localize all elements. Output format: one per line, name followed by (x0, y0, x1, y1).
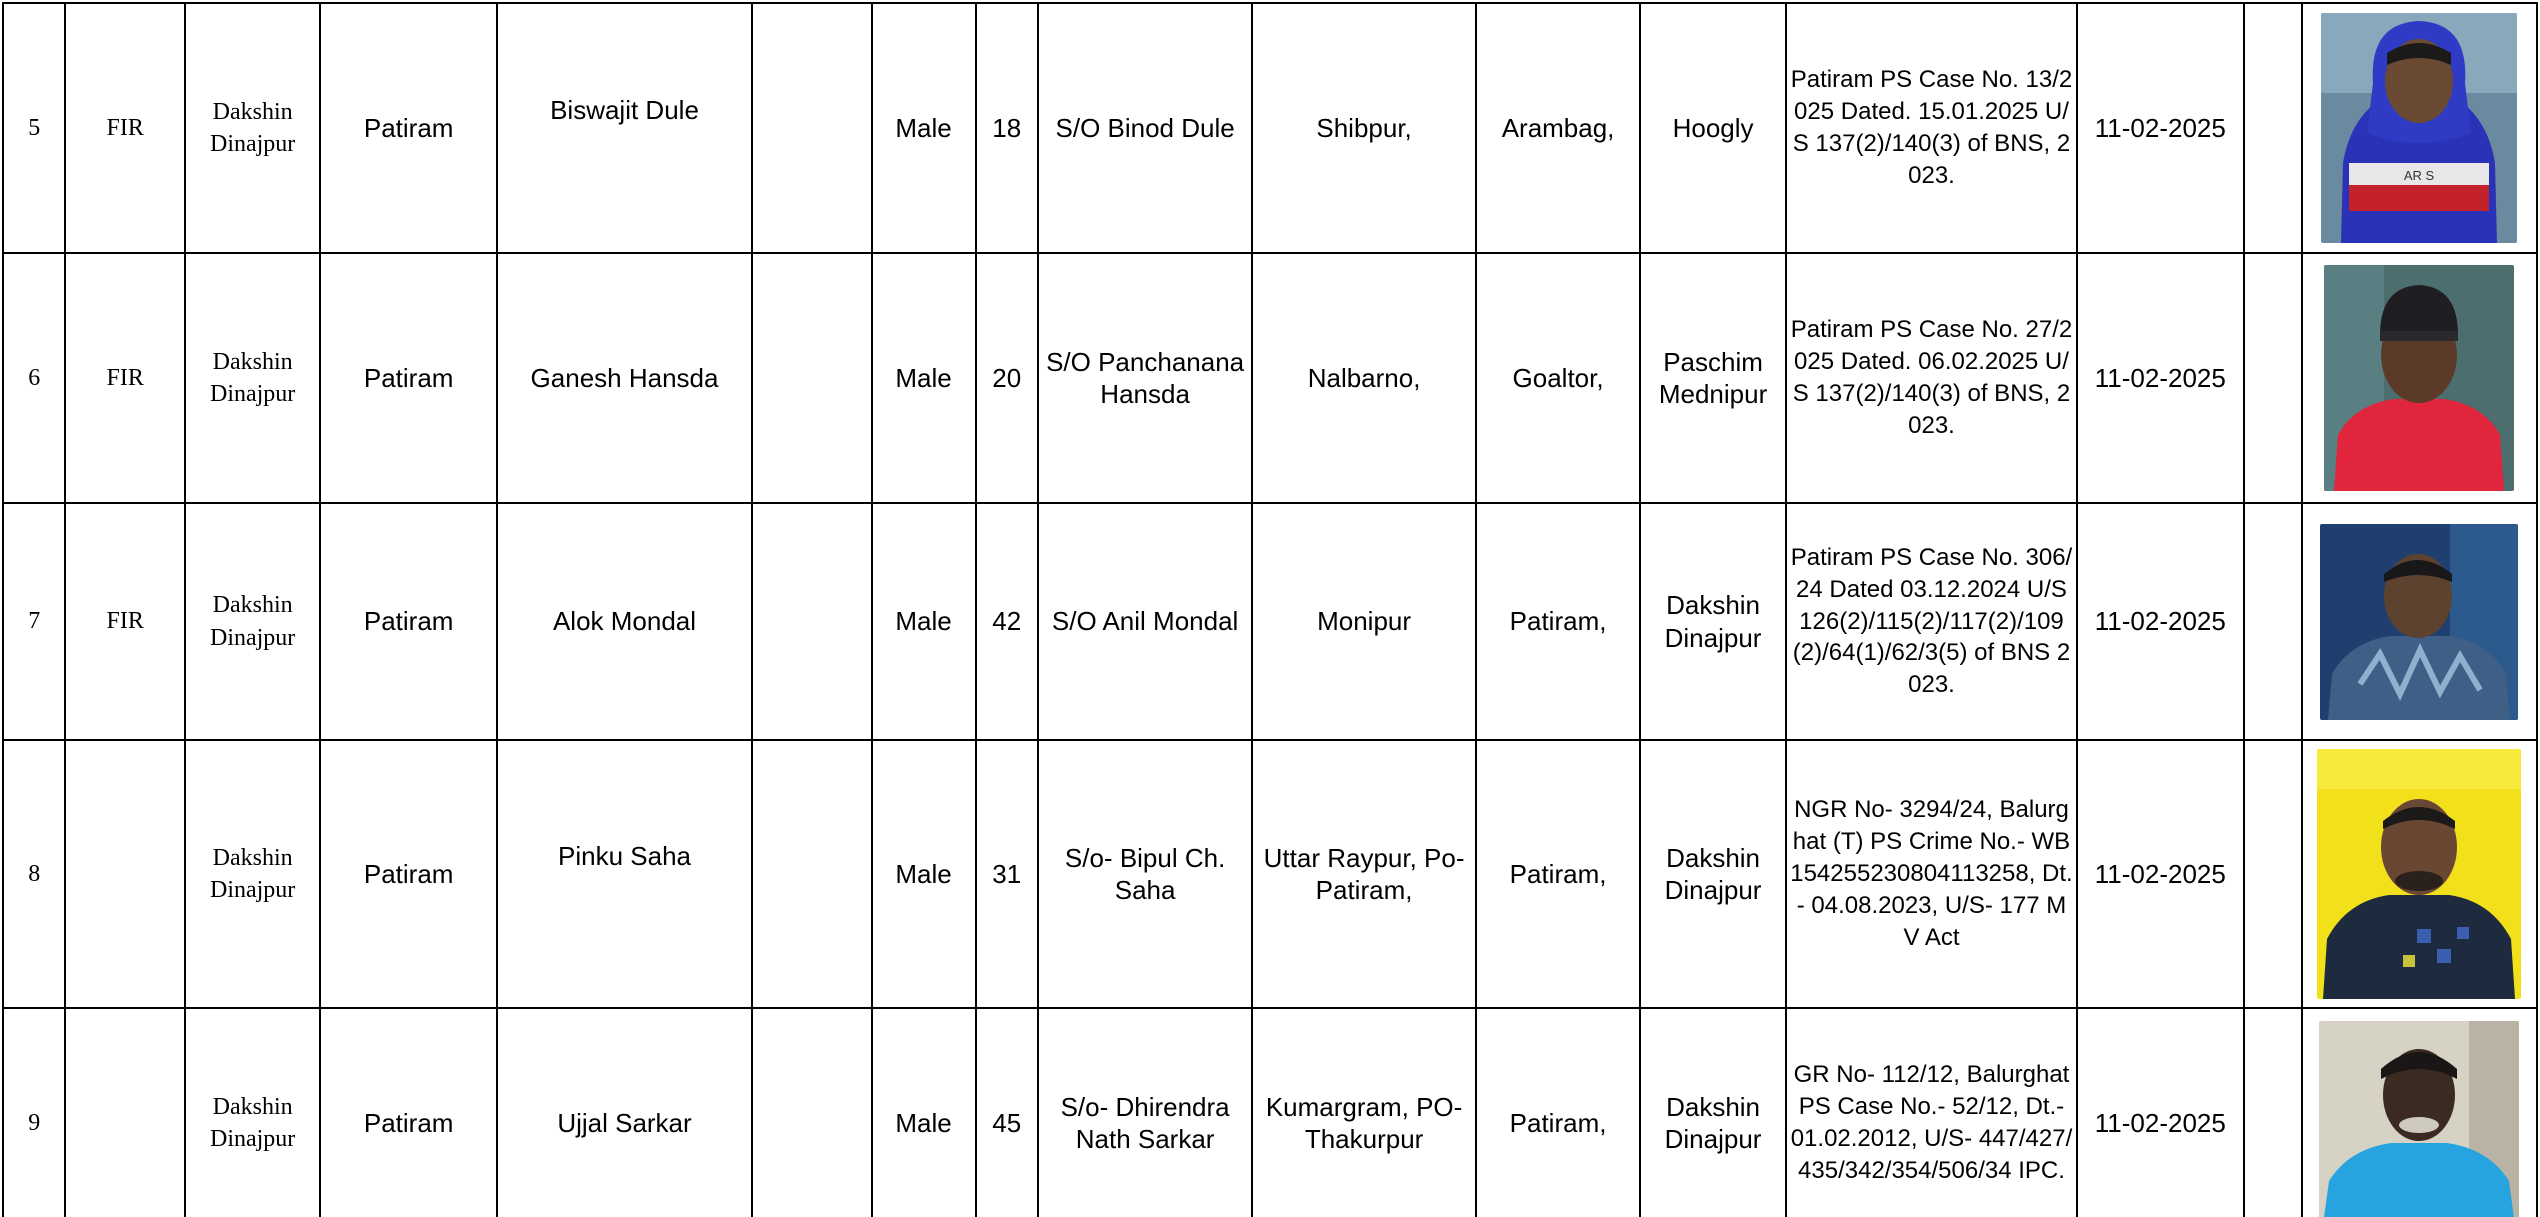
gender-cell: Male (872, 253, 976, 503)
case-reference-cell: GR No- 112/12, Balurghat PS Case No.- 52/12, Dt.- 01.02.2012, U/S- 447/427/435/342/354/506/34 IPC. (1786, 1008, 2077, 1217)
case-type-cell: FIR (65, 3, 185, 253)
village-cell: Nalbarno, (1252, 253, 1476, 503)
gender-cell: Male (872, 1008, 976, 1217)
serial-number-cell: 9 (3, 1008, 65, 1217)
home-district-cell: Paschim Mednipur (1640, 253, 1786, 503)
remarks-cell (2244, 740, 2302, 1008)
date-cell: 11-02-2025 (2077, 503, 2243, 740)
district-cell: Dakshin Dinajpur (185, 740, 320, 1008)
district-cell: Dakshin Dinajpur (185, 253, 320, 503)
remarks-cell (2244, 3, 2302, 253)
remarks-cell (2244, 503, 2302, 740)
accused-name: Biswajit Dule (550, 95, 699, 125)
photo-cell (2302, 1008, 2537, 1217)
parent-cell: S/O Panchanana Hansda (1038, 253, 1252, 503)
home-district-cell: Dakshin Dinajpur (1640, 740, 1786, 1008)
accused-photo-image (2320, 524, 2518, 720)
age-cell: 20 (976, 253, 1038, 503)
home-district-cell: Hoogly (1640, 3, 1786, 253)
parent-cell: S/o- Bipul Ch. Saha (1038, 740, 1252, 1008)
accused-name-cell: Alok Mondal (497, 503, 752, 740)
table-row (3, 503, 2537, 740)
case-reference-cell: Patiram PS Case No. 13/2025 Dated. 15.01.2025 U/S 137(2)/140(3) of BNS, 2023. (1786, 3, 2077, 253)
gender-cell: Male (872, 3, 976, 253)
hoodie-print: AR S (2404, 168, 2435, 183)
remarks-cell (2244, 253, 2302, 503)
case-type-cell (65, 1008, 185, 1217)
post-office-cell: Patiram, (1476, 503, 1640, 740)
accused-photo (2319, 1021, 2519, 1217)
photo-cell (2302, 3, 2537, 253)
district-cell: Dakshin Dinajpur (185, 3, 320, 253)
village-cell: Shibpur, (1252, 3, 1476, 253)
post-office-cell: Patiram, (1476, 1008, 1640, 1217)
accused-photo (2317, 749, 2521, 999)
accused-name-cell: Ganesh Hansda (497, 253, 752, 503)
accused-records-table (2, 2, 2538, 1217)
parent-cell: S/O Binod Dule (1038, 3, 1252, 253)
police-station-cell: Patiram (320, 1008, 497, 1217)
case-type-cell (65, 740, 185, 1008)
district-cell: Dakshin Dinajpur (185, 1008, 320, 1217)
serial-number-cell: 6 (3, 253, 65, 503)
case-reference-cell: Patiram PS Case No. 27/2025 Dated. 06.02.2025 U/S 137(2)/140(3) of BNS, 2023. (1786, 253, 2077, 503)
date-cell: 11-02-2025 (2077, 1008, 2243, 1217)
village-cell: Uttar Raypur, Po- Patiram, (1252, 740, 1476, 1008)
accused-photo (2324, 265, 2514, 491)
blank-cell (752, 740, 872, 1008)
photo-cell (2302, 503, 2537, 740)
accused-photo (2320, 524, 2518, 720)
gender-cell: Male (872, 740, 976, 1008)
age-cell: 42 (976, 503, 1038, 740)
serial-number-cell: 8 (3, 740, 65, 1008)
age-cell: 45 (976, 1008, 1038, 1217)
date-cell: 11-02-2025 (2077, 3, 2243, 253)
village-cell: Monipur (1252, 503, 1476, 740)
accused-name-cell (497, 740, 752, 1008)
village-cell: Kumargram, PO- Thakurpur (1252, 1008, 1476, 1217)
home-district-cell: Dakshin Dinajpur (1640, 503, 1786, 740)
accused-photo-image (2321, 13, 2517, 243)
police-station-cell: Patiram (320, 3, 497, 253)
post-office-cell: Goaltor, (1476, 253, 1640, 503)
accused-photo (2321, 13, 2517, 243)
age-cell: 18 (976, 3, 1038, 253)
table-row (3, 253, 2537, 503)
post-office-cell: Patiram, (1476, 740, 1640, 1008)
gender-cell: Male (872, 503, 976, 740)
police-station-cell: Patiram (320, 503, 497, 740)
accused-photo-image (2317, 749, 2521, 999)
blank-cell (752, 503, 872, 740)
district-cell: Dakshin Dinajpur (185, 503, 320, 740)
accused-name: Pinku Saha (558, 841, 691, 871)
police-station-cell: Patiram (320, 253, 497, 503)
table-row (3, 3, 2537, 253)
age-cell: 31 (976, 740, 1038, 1008)
parent-cell: S/O Anil Mondal (1038, 503, 1252, 740)
serial-number-cell: 7 (3, 503, 65, 740)
blank-cell (752, 253, 872, 503)
photo-cell (2302, 253, 2537, 503)
parent-cell: S/o- Dhirendra Nath Sarkar (1038, 1008, 1252, 1217)
case-reference-cell: NGR No- 3294/24, Balurghat (T) PS Crime No.- WB154255230804113258, Dt.- 04.08.2023, U/S- 177 MV Act (1786, 740, 2077, 1008)
accused-name-cell: Ujjal Sarkar (497, 1008, 752, 1217)
case-type-cell: FIR (65, 503, 185, 740)
accused-photo-image (2324, 265, 2514, 491)
case-type-cell: FIR (65, 253, 185, 503)
table-row (3, 1008, 2537, 1217)
accused-name-cell (497, 3, 752, 253)
serial-number-cell: 5 (3, 3, 65, 253)
date-cell: 11-02-2025 (2077, 253, 2243, 503)
photo-cell (2302, 740, 2537, 1008)
post-office-cell: Arambag, (1476, 3, 1640, 253)
blank-cell (752, 1008, 872, 1217)
accused-photo-image (2319, 1021, 2519, 1217)
police-station-cell: Patiram (320, 740, 497, 1008)
remarks-cell (2244, 1008, 2302, 1217)
table-row (3, 740, 2537, 1008)
home-district-cell: Dakshin Dinajpur (1640, 1008, 1786, 1217)
date-cell: 11-02-2025 (2077, 740, 2243, 1008)
blank-cell (752, 3, 872, 253)
case-reference-cell: Patiram PS Case No. 306/24 Dated 03.12.2024 U/S 126(2)/115(2)/117(2)/109(2)/64(1)/62/3(5) of BNS 2023. (1786, 503, 2077, 740)
